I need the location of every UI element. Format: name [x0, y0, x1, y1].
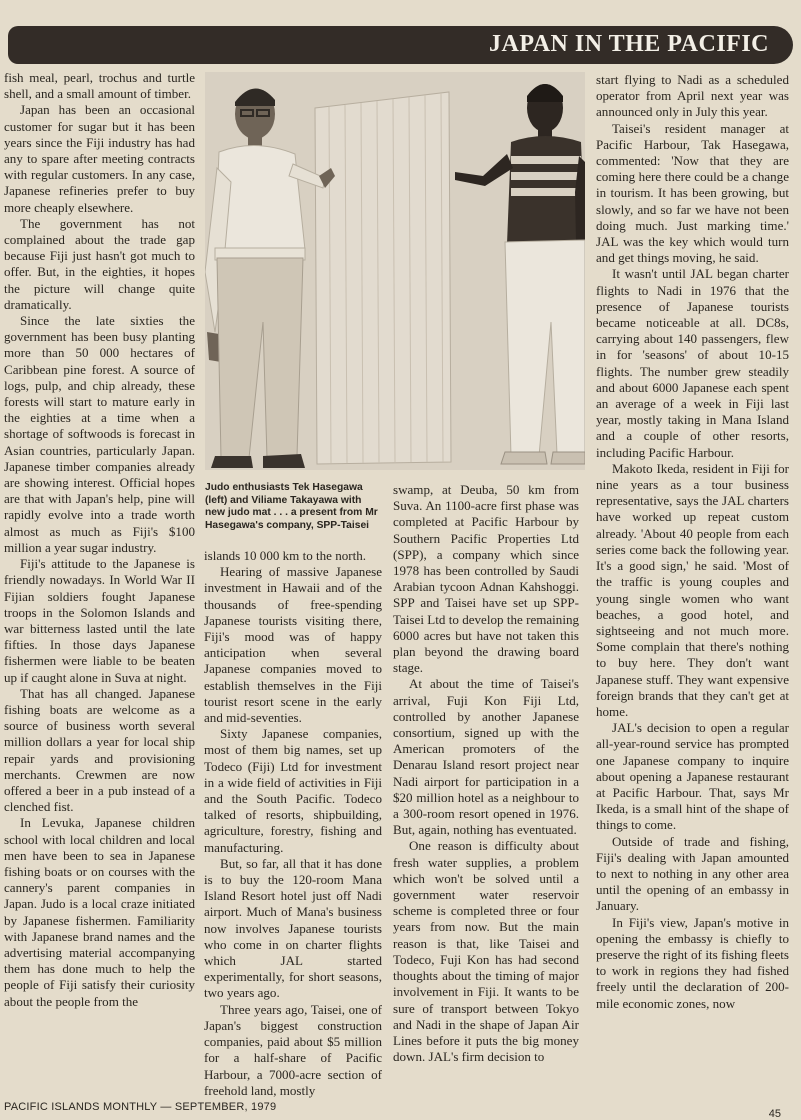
- paragraph: In Levuka, Japanese children school with local children and local men have been to sea in Japanese fishing boats or on courses with the cannery's parent companies in Japan. Judo is a local craze initiated by Japanese fishermen. Familiarity with Japanese brand names and the advertising material accompanying them has done much to help the people of Fiji satisfy their curiosity about the people from the: [4, 815, 195, 1009]
- paragraph: Sixty Japanese companies, most of them big names, set up Todeco (Fiji) Ltd for investment in a wide field of activities in Fiji and the South Pacific. Todeco talked of resorts, shipbuilding, agriculture, forestry, fishing and manufacturing.: [204, 726, 382, 855]
- paragraph: But, so far, all that it has done is to buy the 120-room Mana Island Resort hotel just off Nadi airport. Much of Mana's business now involves Japanese tourists who come in on charter flights which JAL started experimentally, for short seasons, two years ago.: [204, 855, 382, 1001]
- paragraph: Three years ago, Taisei, one of Japan's biggest construction companies, paid about $5 million for a half-share of Pacific Harbour, a 7000-acre section of freehold land, mostly: [204, 1001, 382, 1098]
- article-column-3: [393, 482, 579, 1065]
- paragraph: At about the time of Taisei's arrival, Fuji Kon Fiji Ltd, controlled by another Japanese consortium, signed up with the American promoters of the Denarau Island resort project near Nadi airport for participation in a $20 million hotel as a neighbour to a 300-room resort opened in 1976. But, again, nothing has eventuated.: [393, 676, 579, 838]
- section-title: JAPAN IN THE PACIFIC: [488, 31, 769, 57]
- paragraph: In Fiji's view, Japan's motive in opening the embassy is chiefly to preserve the right of its fishing fleets to work in regions they had fished freely until the declaration of 200-mile economic zones, now: [596, 914, 789, 1011]
- paragraph: Since the late sixties the government has been busy planting more than 50 000 hectares of Caribbean pine forest. A source of logs, pulp, and chip already, these forests will start to mature early in the eighties at a time when a shortage of softwoods is forecast in Asian countries, particularly Japan. Japanese timber companies already are showing interest. Official hopes are that with Japan's help, pine will rapidly evolve into a trade worth almost as much as Fiji's $100 million a year sugar industry.: [4, 313, 195, 555]
- photo-illustration: [205, 72, 585, 470]
- paragraph: islands 10 000 km to the north.: [204, 548, 366, 563]
- paragraph: Makoto Ikeda, resident in Fiji for nine years as a tour business representative, says the JAL charters have worked up repeat custom already. 'About 40 people from each series come back the following year. It's a good sign,' he said. 'Most of the traffic is young couples and young single women who want beaches, a good hotel, and sightseeing and not much more. Some complain that there's nothing to buy here. They don't want Japanese stuff. They want expensive foreign brands that they can't get at home.: [596, 460, 789, 719]
- photo-caption: Judo enthusiasts Tek Hasegawa (left) and Viliame Takayawa with new judo mat . . . a present from Mr Hasegawa's company, SPP-Taisei: [205, 482, 378, 531]
- paragraph: start flying to Nadi as a scheduled operator from April next year was announced only in July this year.: [596, 72, 789, 120]
- paragraph: swamp, at Deuba, 50 km from Suva. An 1100-acre first phase was completed at Pacific Harbour by Southern Pacific Properties Ltd (SPP), a company which since 1978 has been controlled by Saudi Arabian tycoon Adnan Kahshoggi. SPP and Taisei have set up SPP-Taisei Ltd to develop the remaining 6000 acres but have not taken this plan beyond the drawing board stage.: [393, 482, 579, 676]
- paragraph: Taisei's resident manager at Pacific Harbour, Tak Hasegawa, commented: 'Now that they are coming here there could be a change in tourism. It has been growing, but slowly, and so far we have not been doing much. Just marking time.' JAL was the key which would turn and get things moving, he said.: [596, 120, 789, 266]
- paragraph: The government has not complained about the trade gap because Fiji just hasn't got much to offer. But, in the eighties, it hopes the picture will change quite dramatically.: [4, 215, 195, 312]
- paragraph: One reason is difficulty about fresh water supplies, a problem which won't be solved until a government water reservoir scheme is completed three or four years from now. But the main reason is that, like Taisei and Todeco, Fuji Kon has had second thoughts about the timing of major involvement in Fiji. It wants to be sure of transport between Tokyo and Nadi in the shape of Japan Air Lines before it puts the big money down. JAL's firm decision to: [393, 838, 579, 1065]
- paragraph: JAL's decision to open a regular all-year-round service has prompted one Japanese company to inquire about opening a Japanese restaurant at Pacific Harbour. That, says Mr Ikeda, is a small hint of the shape of things to come.: [596, 720, 789, 833]
- paragraph: Hearing of massive Japanese investment in Hawaii and of the thousands of free-spending Japanese tourists visiting there, Fiji's mood was of happy anticipation when several Japanese companies moved to establish themselves in the Fiji tourist resort scene in the early and mid-seventies.: [204, 564, 382, 726]
- page-number: 45: [768, 1108, 781, 1120]
- publication-footer: PACIFIC ISLANDS MONTHLY — SEPTEMBER, 1979: [4, 1101, 277, 1113]
- paragraph: Outside of trade and fishing, Fiji's dealing with Japan amounted to next to nothing in any other area until the opening of an embassy in January.: [596, 833, 789, 914]
- section-banner: [8, 26, 793, 64]
- article-column-2: [204, 548, 382, 1099]
- paragraph: fish meal, pearl, trochus and turtle shell, and a small amount of timber.: [4, 70, 195, 102]
- judo-photo: [205, 72, 585, 470]
- paragraph: Japan has been an occasional customer for sugar but it has been years since the Fiji industry has had any to spare after meeting contracts with regular customers. In any case, Japanese refineries prefer to buy more cheaply elsewhere.: [4, 102, 195, 215]
- paragraph: That has all changed. Japanese fishing boats are welcome as a source of business worth several million dollars a year for local ship repair yards and provisioning merchants. Crewmen are now offered a beer in a pub instead of a clenched fist.: [4, 685, 195, 815]
- paragraph: It wasn't until JAL began charter flights to Nadi in 1976 that the presence of Japanese tourists became noticeable at all. DC8s, carrying about 140 passengers, flew in for 'seasons' of about 10-15 flights. The number grew steadily and about 6000 Japanese each spent an average of a week in Fiji last year, mostly taking in Mana Island and a couple of other resorts, including Pacific Harbour.: [596, 266, 789, 460]
- article-column-4: [596, 72, 789, 1012]
- article-column-1: [4, 70, 195, 1010]
- paragraph: Fiji's attitude to the Japanese is friendly nowadays. In World War II Fijian soldiers fought Japanese troops in the Solomon Islands and war bitterness lasted until the late fifties. In those days Japanese fishermen were liable to be beaten up if caught alone in Suva at night.: [4, 556, 195, 685]
